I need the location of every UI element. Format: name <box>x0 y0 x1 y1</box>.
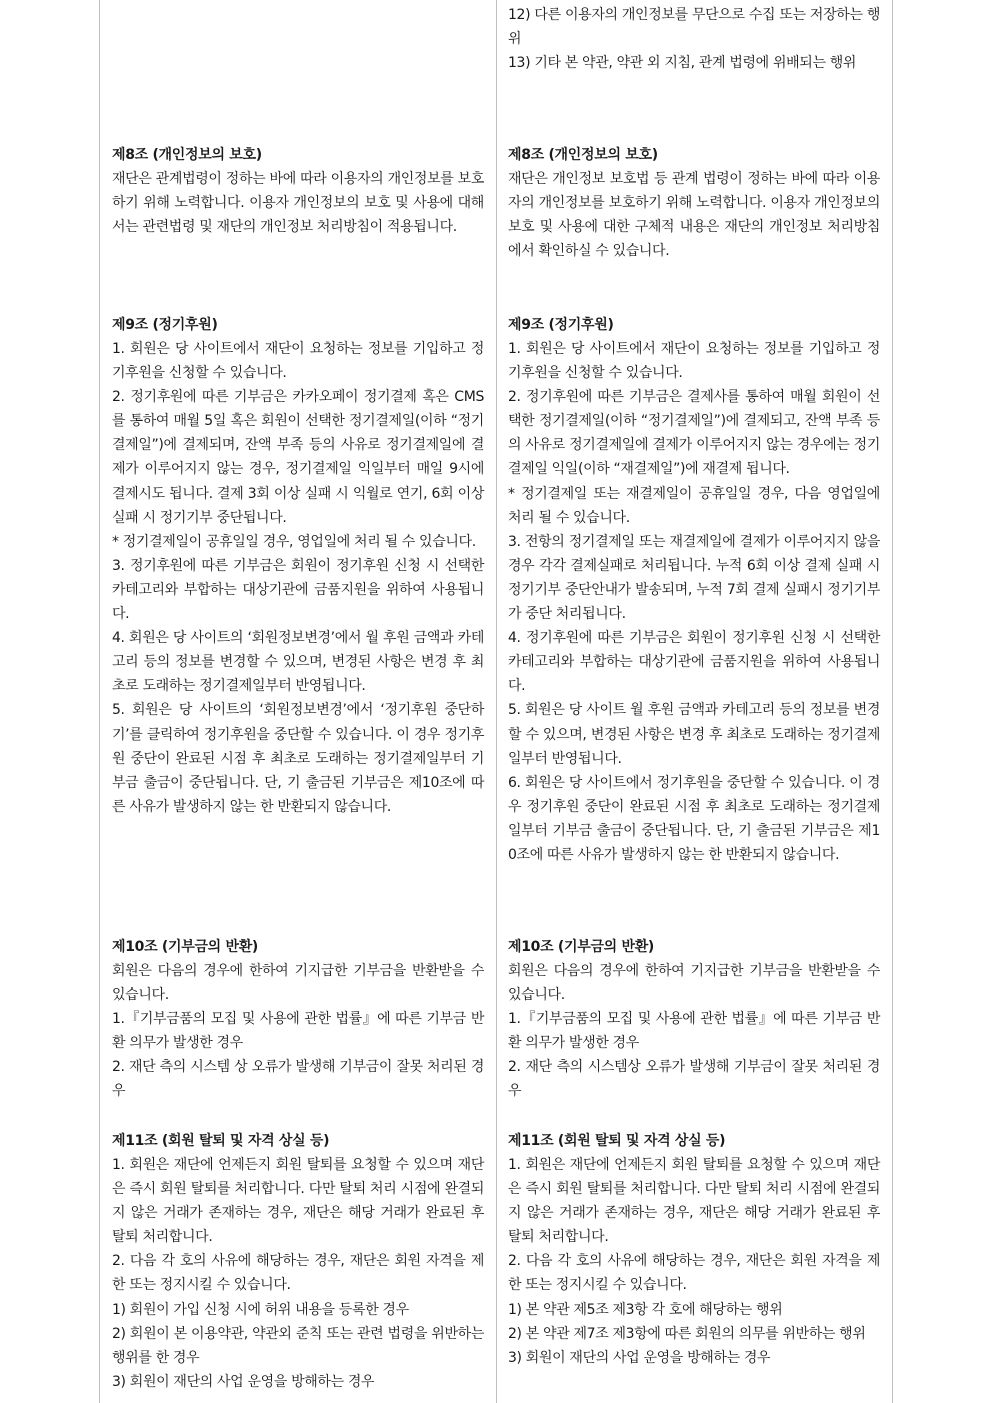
right-article-8-para-1: 재단은 개인정보 보호법 등 관계 법령이 정하는 바에 따라 이용자의 개인정보를 보호하기 위해 노력합니다. 이용자 개인정보의 보호 및 사용에 대한 구체적 내용은 재단의 개인정보 처리방침에서 확인하실 수 있습니다. <box>508 171 880 260</box>
left-article-10-para-3: 2. 재단 측의 시스템 상 오류가 발생해 기부금이 잘못 처리된 경우 <box>112 1059 484 1100</box>
right-article-9-para-6: 6. 회원은 당 사이트에서 정기후원을 중단할 수 있습니다. 이 경우 정기후원 중단이 완료된 시점 후 최초로 도래하는 정기결제일부터 기부금 출금이 중단됩니다. 단, 기 출금된 기부금은 제10조에 따른 사유가 발생하지 않는 한 반환되지 않습니다. <box>508 774 880 863</box>
left-article-11-title: 제11조 (회원 탈퇴 및 자격 상실 등) <box>112 1133 330 1149</box>
right-carryover-item-12: 12) 다른 이용자의 개인정보를 무단으로 수집 또는 저장하는 행위 <box>508 7 880 48</box>
left-article-10-para-2: 1.『기부금품의 모집 및 사용에 관한 법률』에 따른 기부금 반환 의무가 발생한 경우 <box>112 1011 484 1052</box>
column-divider <box>496 0 497 1403</box>
right-article-10 <box>508 935 880 1104</box>
right-article-8 <box>508 143 880 263</box>
left-article-9-para-4: 4. 회원은 당 사이트의 ‘회원정보변경’에서 월 후원 금액과 카테고리 등의 정보를 변경할 수 있으며, 변경된 사항은 변경 후 최초로 도래하는 정기결제일부터 반영됩니다. <box>112 630 484 695</box>
left-article-10-title: 제10조 (기부금의 반환) <box>112 939 259 955</box>
left-article-10 <box>112 935 484 1104</box>
right-article-10-title: 제10조 (기부금의 반환) <box>508 939 655 955</box>
right-article-10-para-3: 2. 재단 측의 시스템상 오류가 발생해 기부금이 잘못 처리된 경우 <box>508 1059 880 1100</box>
left-article-11-item-3: 3) 회원이 재단의 사업 운영을 방해하는 경우 <box>112 1373 375 1390</box>
left-article-9-title: 제9조 (정기후원) <box>112 317 218 333</box>
left-article-8 <box>112 143 484 239</box>
left-article-9-para-5: 5. 회원은 당 사이트의 ‘회원정보변경’에서 ‘정기후원 중단하기’를 클릭하여 정기후원을 중단할 수 있습니다. 이 경우 정기후원 중단이 완료된 시점 후 최초로 도래하는 정기결제일부터 기부금 출금이 중단됩니다. 단, 기 출금된 기부금은 제10조에 따른 사유가 발생하지 않는 한 반환되지 않습니다. <box>112 702 484 815</box>
right-article-9-para-4: 4. 정기후원에 따른 기부금은 회원이 정기후원 신청 시 선택한 카테고리와 부합하는 대상기관에 금품지원을 위하여 사용됩니다. <box>508 630 880 695</box>
right-article-9-para-3: 3. 전항의 정기결제일 또는 재결제일에 결제가 이루어지지 않을 경우 각각 결제실패로 처리됩니다. 누적 6회 이상 결제 실패 시 정기기부 중단안내가 발송되며, 누적 7회 결제 실패시 정기기부가 중단 처리됩니다. <box>508 533 880 623</box>
right-article-11-item-2: 2) 본 약관 제7조 제3항에 따른 회원의 의무를 위반하는 행위 <box>508 1325 866 1342</box>
right-article-9-note: * 정기결제일 또는 재결제일이 공휴일일 경우, 다음 영업일에 처리 될 수 있습니다. <box>508 485 880 526</box>
left-article-9 <box>112 313 484 819</box>
right-article-10-para-1: 회원은 다음의 경우에 한하여 기지급한 기부금을 반환받을 수 있습니다. <box>508 963 880 1004</box>
left-article-9-note: * 정기결제일이 공휴일일 경우, 영업일에 처리 될 수 있습니다. <box>112 533 476 550</box>
right-article-9 <box>508 313 880 867</box>
right-article-11-para-1: 1. 회원은 재단에 언제든지 회원 탈퇴를 요청할 수 있으며 재단은 즉시 회원 탈퇴를 처리합니다. 다만 탈퇴 처리 시점에 완결되지 않은 거래가 존재하는 경우, 재단은 해당 거래가 완료된 후 탈퇴 처리합니다. <box>508 1157 880 1246</box>
right-article-11-para-2: 2. 다음 각 호의 사유에 해당하는 경우, 재단은 회원 자격을 제한 또는 정지시킬 수 있습니다. <box>508 1253 880 1294</box>
right-article-11-item-1: 1) 본 약관 제5조 제3항 각 호에 해당하는 행위 <box>508 1301 783 1318</box>
right-article-11-title: 제11조 (회원 탈퇴 및 자격 상실 등) <box>508 1133 726 1149</box>
right-article-9-title: 제9조 (정기후원) <box>508 317 614 333</box>
right-carryover-item-13: 13) 기타 본 약관, 약관 외 지침, 관계 법령에 위배되는 행위 <box>508 55 857 72</box>
right-carryover <box>508 3 880 75</box>
right-article-9-para-5: 5. 회원은 당 사이트 월 후원 금액과 카테고리 등의 정보를 변경할 수 있으며, 변경된 사항은 변경 후 최초로 도래하는 정기결제일부터 반영됩니다. <box>508 702 880 767</box>
left-article-10-para-1: 회원은 다음의 경우에 한하여 기지급한 기부금을 반환받을 수 있습니다. <box>112 963 484 1004</box>
left-article-11-para-2: 2. 다음 각 호의 사유에 해당하는 경우, 재단은 회원 자격을 제한 또는 정지시킬 수 있습니다. <box>112 1253 484 1294</box>
right-article-11-item-3: 3) 회원이 재단의 사업 운영을 방해하는 경우 <box>508 1349 771 1366</box>
left-article-11-item-1: 1) 회원이 가입 신청 시에 허위 내용을 등록한 경우 <box>112 1301 409 1318</box>
left-article-9-para-2: 2. 정기후원에 따른 기부금은 카카오페이 정기결제 혹은 CMS를 통하여 매월 5일 혹은 회원이 선택한 정기결제일(이하 “정기결제일”)에 결제되며, 잔액 부족 등의 사유로 정기결제일에 결제가 이루어지지 않는 경우, 정기결제일 익일부터 매일 9시에 결제시도 됩니다. 결제 3회 이상 실패 시 익월로 연기, 6회 이상 실패 시 정기기부 중단됩니다. <box>112 389 484 526</box>
left-article-11 <box>112 1129 484 1394</box>
left-article-9-para-3: 3. 정기후원에 따른 기부금은 회원이 정기후원 신청 시 선택한 카테고리와 부합하는 대상기관에 금품지원을 위하여 사용됩니다. <box>112 557 484 623</box>
left-article-8-para-1: 재단은 관계법령이 정하는 바에 따라 이용자의 개인정보를 보호하기 위해 노력합니다. 이용자 개인정보의 보호 및 사용에 대해서는 관련법령 및 재단의 개인정보 처리방침이 적용됩니다. <box>112 171 484 236</box>
left-article-11-para-1: 1. 회원은 재단에 언제든지 회원 탈퇴를 요청할 수 있으며 재단은 즉시 회원 탈퇴를 처리합니다. 다만 탈퇴 처리 시점에 완결되지 않은 거래가 존재하는 경우, 재단은 해당 거래가 완료된 후 탈퇴 처리합니다. <box>112 1157 484 1246</box>
left-article-11-item-2: 2) 회원이 본 이용약관, 약관외 준칙 또는 관련 법령을 위반하는 행위를 한 경우 <box>112 1325 484 1366</box>
right-article-11 <box>508 1129 880 1370</box>
left-article-9-para-1: 1. 회원은 당 사이트에서 재단이 요청하는 정보를 기입하고 정기후원을 신청할 수 있습니다. <box>112 341 484 382</box>
right-article-8-title: 제8조 (개인정보의 보호) <box>508 147 658 163</box>
right-article-9-para-1: 1. 회원은 당 사이트에서 재단이 요청하는 정보를 기입하고 정기후원을 신청할 수 있습니다. <box>508 341 880 382</box>
right-article-9-para-2: 2. 정기후원에 따른 기부금은 결제사를 통하여 매월 회원이 선택한 정기결제일(이하 “정기결제일”)에 결제되고, 잔액 부족 등의 사유로 정기결제일에 결제가 이루어지지 않는 경우에는 정기결제일 익일(이하 “재결제일”)에 재결제 됩니다. <box>508 389 880 478</box>
left-article-8-title: 제8조 (개인정보의 보호) <box>112 147 262 163</box>
right-article-10-para-2: 1.『기부금품의 모집 및 사용에 관한 법률』에 따른 기부금 반환 의무가 발생한 경우 <box>508 1011 880 1052</box>
